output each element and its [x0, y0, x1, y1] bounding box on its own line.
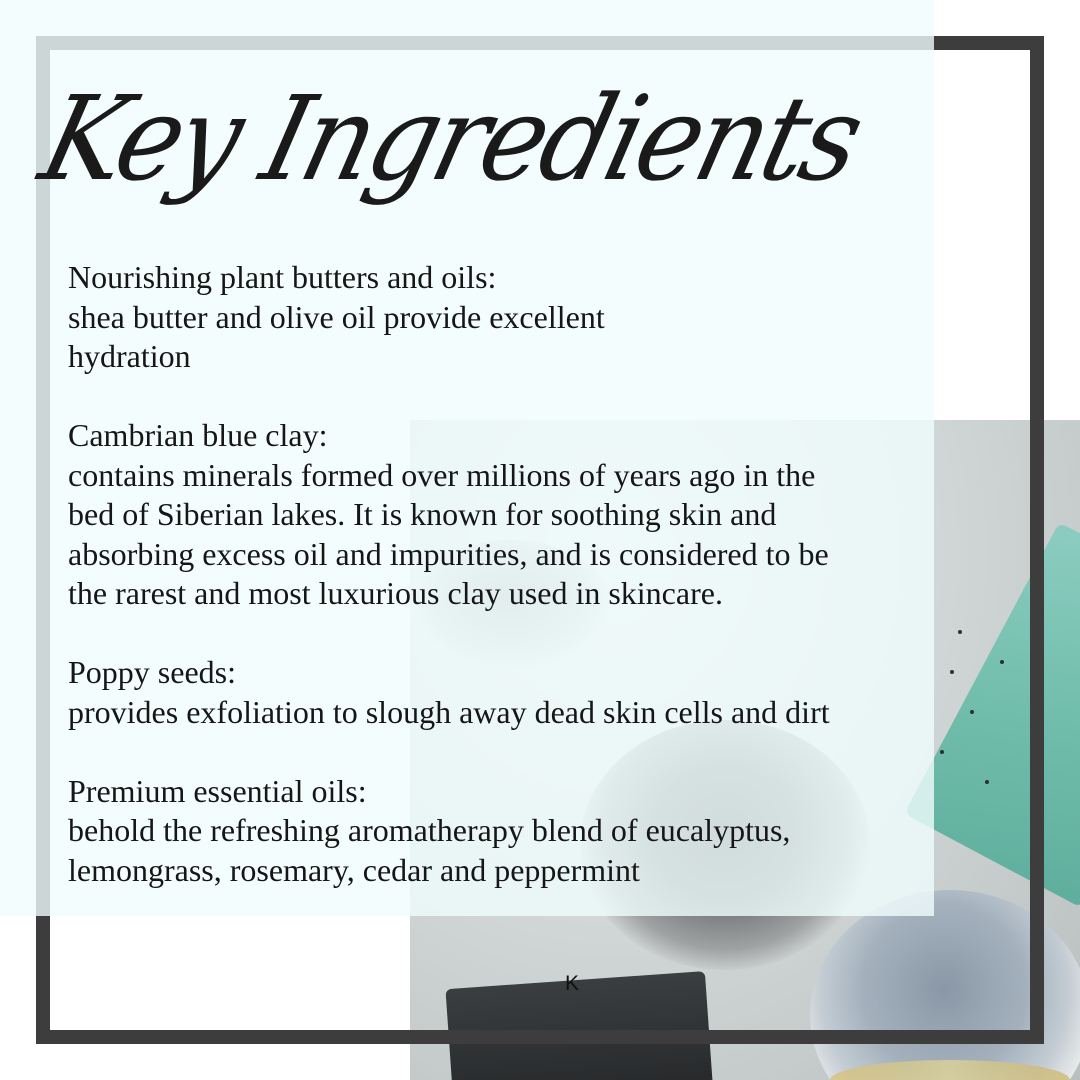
ingredients-list — [68, 258, 938, 930]
ingredient-description-line: the rarest and most luxurious clay used in skincare. — [68, 575, 723, 611]
ingredient-description-line: lemongrass, rosemary, cedar and peppermint — [68, 851, 640, 888]
page-title: Key Ingredients — [28, 72, 873, 208]
ingredient-description-line: behold the refreshing aromatherapy blend of eucalyptus, — [68, 812, 791, 848]
ingredient-section — [68, 258, 938, 377]
ingredient-description-line: hydration — [68, 338, 191, 374]
ingredient-heading: Cambrian blue clay: — [68, 417, 328, 453]
ingredient-description-line: bed of Siberian lakes. It is known for soothing skin and — [68, 496, 777, 532]
ingredient-section — [68, 653, 938, 732]
ingredient-description-line: provides exfoliation to slough away dead skin cells and dirt — [68, 693, 830, 730]
watermark-letter: K — [565, 972, 580, 995]
ingredient-heading: Premium essential oils: — [68, 772, 367, 809]
ingredient-section — [68, 772, 938, 891]
ingredient-description-line: absorbing excess oil and impurities, and is considered to be — [68, 535, 829, 572]
ingredient-description-line: contains minerals formed over millions of years ago in the — [68, 456, 816, 493]
ingredient-section — [68, 416, 938, 614]
ingredient-heading: Nourishing plant butters and oils: — [68, 259, 497, 295]
ingredient-description-line: shea butter and olive oil provide excellent — [68, 298, 605, 335]
ingredient-heading: Poppy seeds: — [68, 654, 236, 690]
